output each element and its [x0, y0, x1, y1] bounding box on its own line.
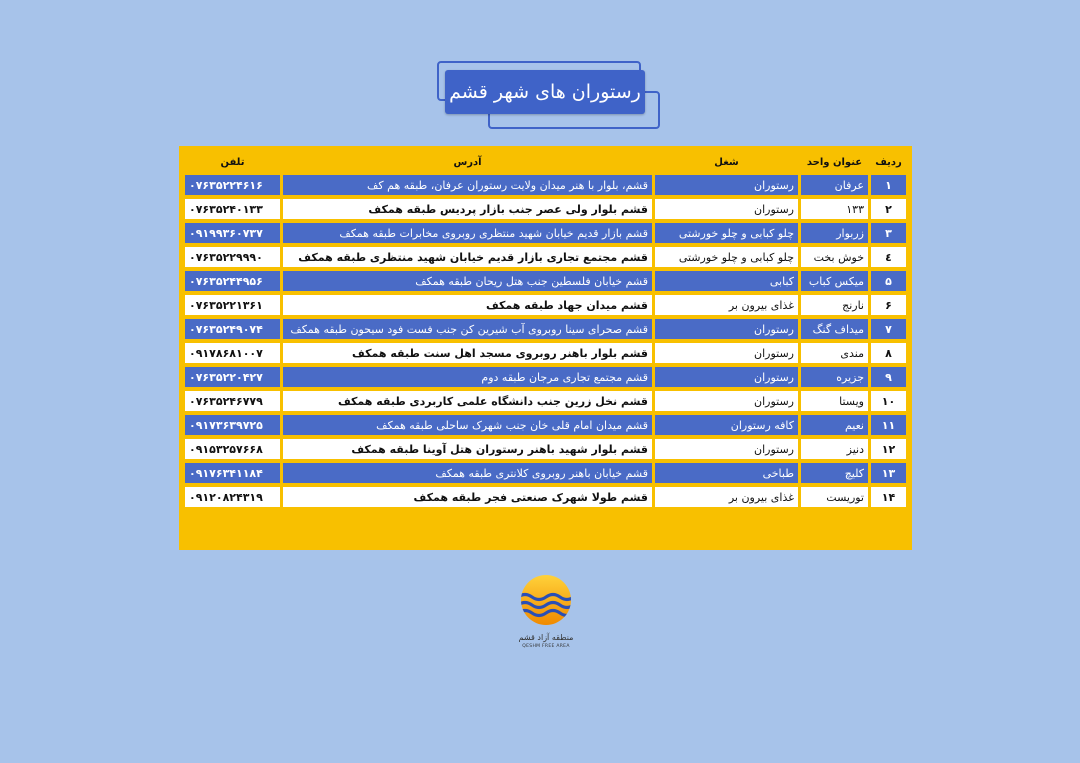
row-job: کافه رستوران — [655, 415, 798, 435]
row-phone: ۰۷۶۳۵۲۲۰۴۲۷ — [185, 367, 280, 387]
header-job: شغل — [655, 153, 798, 171]
table-row — [185, 175, 906, 195]
row-name: نعیم — [801, 415, 868, 435]
row-job: طباخی — [655, 463, 798, 483]
page-title: رستوران های شهر قشم — [445, 70, 645, 114]
row-rank: ۸ — [871, 343, 906, 363]
row-job: رستوران — [655, 391, 798, 411]
row-name: مندی — [801, 343, 868, 363]
restaurants-table — [182, 149, 909, 511]
row-job: چلو کبابی و چلو خورشتی — [655, 247, 798, 267]
row-name: توریست — [801, 487, 868, 507]
table-row — [185, 343, 906, 363]
row-address: قشم خیابان باهنر روبروی کلانتری طبقه همکف — [283, 463, 652, 483]
table-row — [185, 487, 906, 507]
row-phone: ۰۹۱۵۳۲۵۷۶۶۸ — [185, 439, 280, 459]
row-name: دنیز — [801, 439, 868, 459]
row-name: ۱۳۳ — [801, 199, 868, 219]
row-name: میداف گنگ — [801, 319, 868, 339]
row-address: قشم صحرای سینا روبروی آب شیرین کن جنب فست فود سیحون طبقه همکف — [283, 319, 652, 339]
row-name: زربوار — [801, 223, 868, 243]
row-address: قشم میدان امام قلی خان جنب شهرک ساحلی طبقه همکف — [283, 415, 652, 435]
row-rank: ۱۴ — [871, 487, 906, 507]
row-job: غذای بیرون بر — [655, 487, 798, 507]
table-row — [185, 319, 906, 339]
row-address: قشم میدان جهاد طبقه همکف — [283, 295, 652, 315]
row-address: قشم بلوار شهید باهنر رستوران هتل آوینا طبقه همکف — [283, 439, 652, 459]
row-address: قشم مجتمع تجاری بازار قدیم خیابان شهید منتظری طبقه همکف — [283, 247, 652, 267]
page-title-banner — [437, 61, 661, 131]
row-name: کلیچ — [801, 463, 868, 483]
row-phone: ۰۹۱۲۰۸۲۴۳۱۹ — [185, 487, 280, 507]
row-phone: ۰۷۶۳۵۲۴۰۱۳۳ — [185, 199, 280, 219]
table-row — [185, 463, 906, 483]
row-rank: ۵ — [871, 271, 906, 291]
row-phone: ۰۹۱۷۸۶۸۱۰۰۷ — [185, 343, 280, 363]
row-address: قشم نخل زرین جنب دانشگاه علمی کاربردی طبقه همکف — [283, 391, 652, 411]
table-row — [185, 391, 906, 411]
row-job: رستوران — [655, 439, 798, 459]
row-job: رستوران — [655, 199, 798, 219]
table-row — [185, 295, 906, 315]
row-rank: ۱ — [871, 175, 906, 195]
row-job: غذای بیرون بر — [655, 295, 798, 315]
row-name: جزیره — [801, 367, 868, 387]
header-phone: تلفن — [185, 153, 280, 171]
sun-waves-icon — [514, 573, 578, 631]
row-name: میکس کباب — [801, 271, 868, 291]
row-job: رستوران — [655, 319, 798, 339]
row-address: قشم بلوار باهنر روبروی مسجد اهل سنت طبقه همکف — [283, 343, 652, 363]
header-name: عنوان واحد — [801, 153, 868, 171]
row-phone: ۰۹۱۷۶۳۴۱۱۸۴ — [185, 463, 280, 483]
row-job: کبابی — [655, 271, 798, 291]
header-rank: ردیف — [871, 153, 906, 171]
row-phone: ۰۷۶۳۵۲۴۶۷۷۹ — [185, 391, 280, 411]
row-name: خوش بخت — [801, 247, 868, 267]
row-rank: ۷ — [871, 319, 906, 339]
restaurants-table-frame — [179, 146, 912, 550]
table-row — [185, 247, 906, 267]
row-name: نارنج — [801, 295, 868, 315]
row-phone: ۰۷۶۳۵۲۴۹۰۷۴ — [185, 319, 280, 339]
table-row — [185, 271, 906, 291]
row-name: ویستا — [801, 391, 868, 411]
row-rank: ۶ — [871, 295, 906, 315]
table-row — [185, 223, 906, 243]
row-job: رستوران — [655, 175, 798, 195]
row-address: قشم خیابان فلسطین جنب هتل ریحان طبقه همکف — [283, 271, 652, 291]
table-row — [185, 367, 906, 387]
row-name: عرفان — [801, 175, 868, 195]
header-address: آدرس — [283, 153, 652, 171]
row-rank: ۹ — [871, 367, 906, 387]
row-phone: ۰۷۶۳۵۲۴۴۹۵۶ — [185, 271, 280, 291]
row-rank: ۳ — [871, 223, 906, 243]
row-address: قشم بازار قدیم خیابان شهید منتظری روبروی مخابرات طبقه همکف — [283, 223, 652, 243]
row-rank: ۱۳ — [871, 463, 906, 483]
row-phone: ۰۹۱۹۹۳۶۰۷۳۷ — [185, 223, 280, 243]
row-rank: ۱۲ — [871, 439, 906, 459]
row-rank: ٤ — [871, 247, 906, 267]
row-phone: ۰۹۱۷۳۶۳۹۷۲۵ — [185, 415, 280, 435]
row-rank: ۲ — [871, 199, 906, 219]
table-row — [185, 439, 906, 459]
table-header-row — [185, 153, 906, 171]
row-address: قشم مجتمع تجاری مرجان طبقه دوم — [283, 367, 652, 387]
row-job: رستوران — [655, 343, 798, 363]
row-address: قشم، بلوار با هنر میدان ولایت رستوران عرفان، طبقه هم کف — [283, 175, 652, 195]
row-rank: ۱۱ — [871, 415, 906, 435]
row-job: چلو کبابی و چلو خورشتی — [655, 223, 798, 243]
row-phone: ۰۷۶۳۵۲۲۱۳۶۱ — [185, 295, 280, 315]
table-row — [185, 199, 906, 219]
row-rank: ۱۰ — [871, 391, 906, 411]
row-address: قشم طولا شهرک صنعتی فجر طبقه همکف — [283, 487, 652, 507]
row-phone: ۰۷۶۳۵۲۲۹۹۹۰ — [185, 247, 280, 267]
qeshm-free-area-logo — [514, 573, 578, 653]
logo-caption-persian: منطقه آزاد قشم — [518, 633, 574, 642]
row-phone: ۰۷۶۳۵۲۲۴۶۱۶ — [185, 175, 280, 195]
table-row — [185, 415, 906, 435]
row-address: قشم بلوار ولی عصر جنب بازار پردیس طبقه همکف — [283, 199, 652, 219]
row-job: رستوران — [655, 367, 798, 387]
logo-caption-english: QESHM FREE AREA — [522, 644, 570, 649]
